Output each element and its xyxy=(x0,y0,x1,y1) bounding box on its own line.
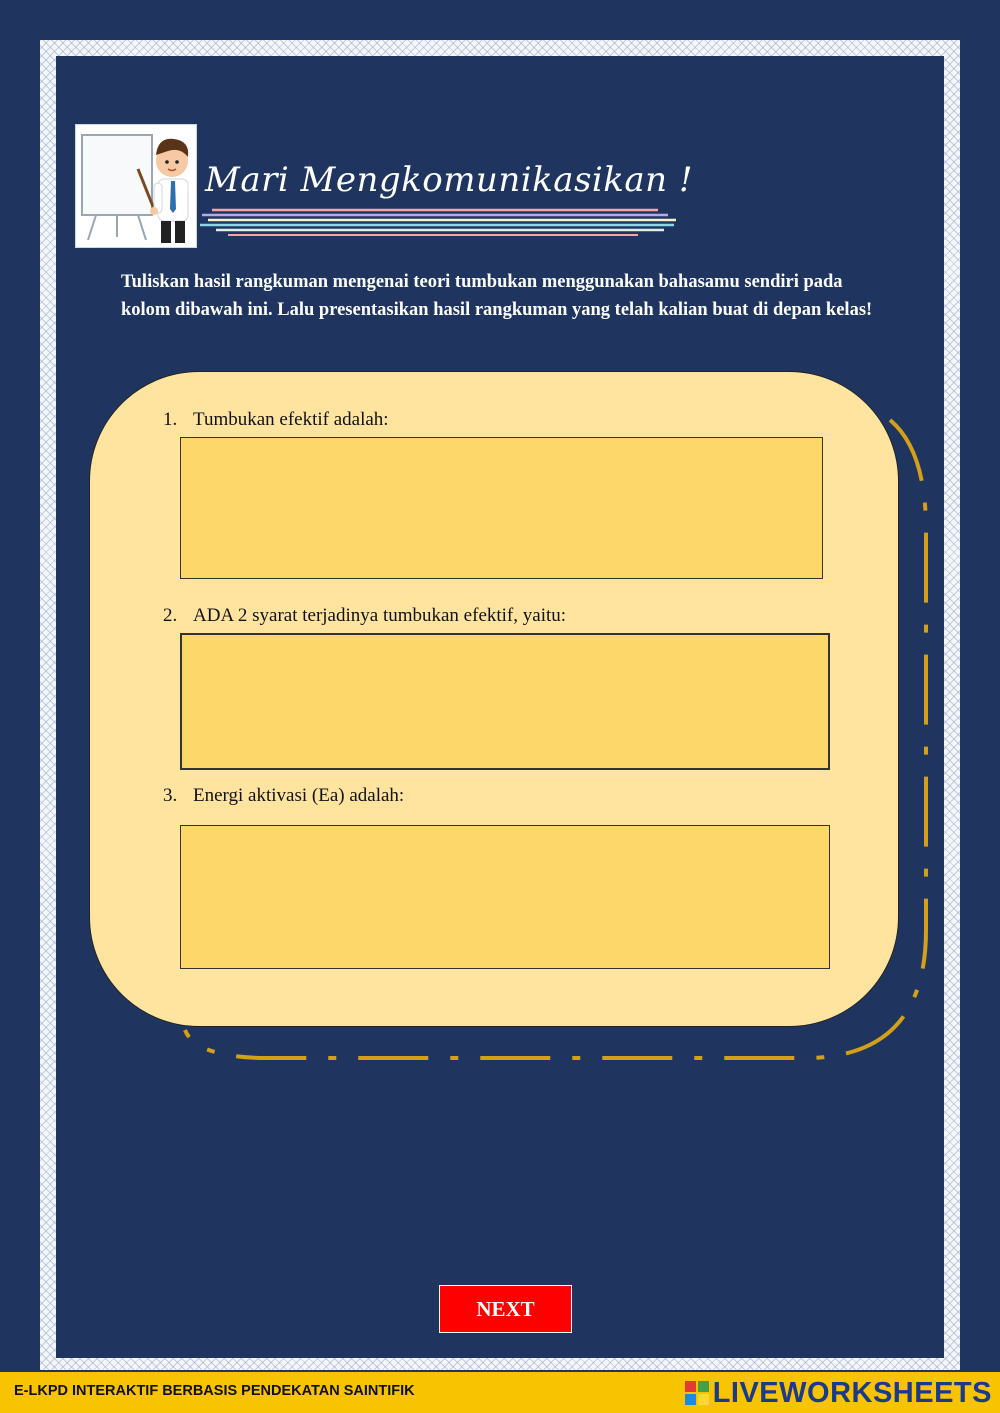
brand-name: LIVEWORKSHEETS xyxy=(712,1376,992,1409)
next-button[interactable]: NEXT xyxy=(439,1285,572,1333)
title-underline-decoration xyxy=(198,207,678,237)
liveworksheets-logo[interactable] xyxy=(685,1376,992,1410)
page-title: Mari Mengkomunikasikan ! xyxy=(205,160,694,200)
question-label: Tumbukan efektif adalah: xyxy=(193,409,389,430)
footer-title: E-LKPD INTERAKTIF BERBASIS PENDEKATAN SAINTIFIK xyxy=(14,1383,415,1399)
liveworksheets-icon xyxy=(685,1381,709,1405)
answer-field-1[interactable] xyxy=(180,437,823,579)
question-number: 1. xyxy=(163,409,178,430)
question-3 xyxy=(163,785,404,807)
answer-field-2[interactable] xyxy=(180,633,830,770)
question-label: Energi aktivasi (Ea) adalah: xyxy=(193,785,405,806)
question-2 xyxy=(163,605,566,627)
question-number: 3. xyxy=(163,785,178,806)
instructions-text: Tuliskan hasil rangkuman mengenai teori tumbukan menggunakan bahasamu sendiri pada kolom dibawah ini. Lalu presentasikan hasil rangkuman yang telah kalian buat di depan kelas! xyxy=(121,272,873,320)
question-number: 2. xyxy=(163,605,178,626)
question-1 xyxy=(163,409,389,431)
answer-field-3[interactable] xyxy=(180,825,830,969)
footer-bar xyxy=(0,1372,1000,1413)
question-label: ADA 2 syarat terjadinya tumbukan efektif, yaitu: xyxy=(193,605,567,626)
teacher-presentation-icon xyxy=(75,124,197,248)
